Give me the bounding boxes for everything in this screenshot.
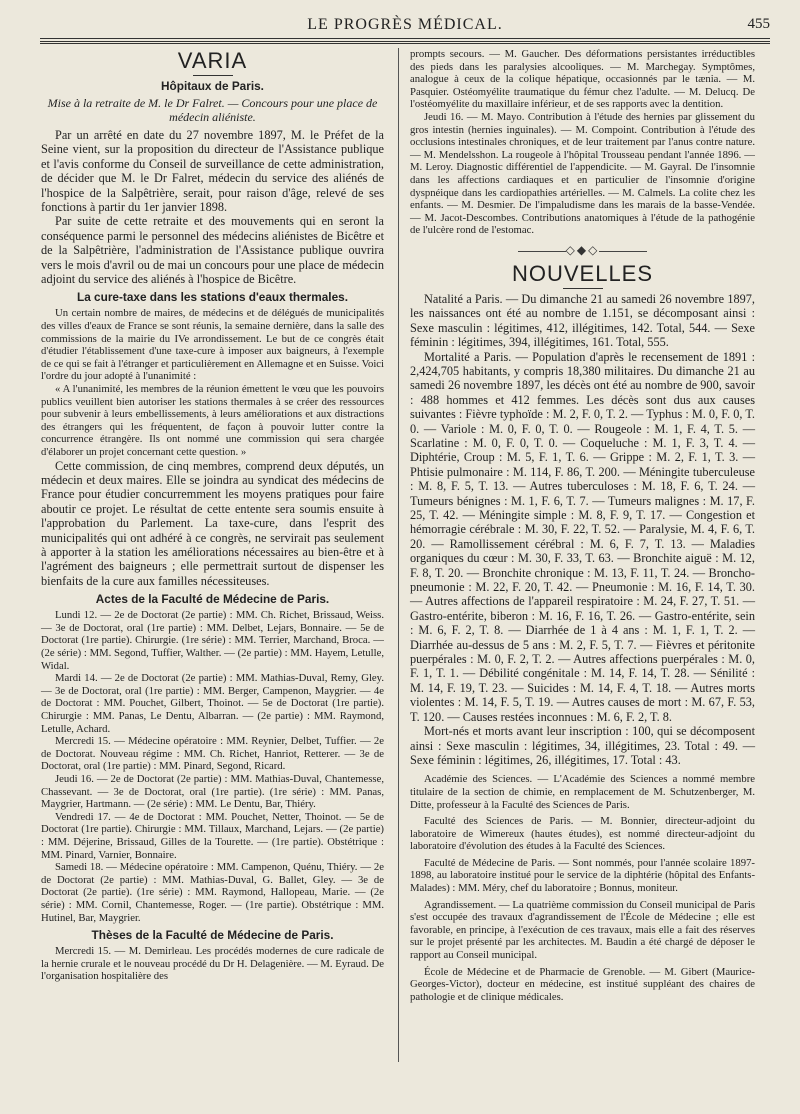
cure-taxe-heading: La cure-taxe dans les stations d'eaux thermales.: [77, 290, 348, 305]
page-number: 455: [747, 16, 770, 32]
grenoble-paragraph: École de Médecine et de Pharmacie de Grenoble. — M. Gibert (Maurice-Georges-Victor), docteur en médecine, est institué suppléant des chaires de pathologie et de clinique médicales.: [410, 965, 755, 1003]
journal-title: LE PROGRÈS MÉDICAL.: [307, 16, 503, 33]
header-double-rule: [40, 41, 770, 44]
agrandissement-paragraph: Agrandissement. — La quatrième commission du Conseil municipal de Paris s'est occupée des travaux d'agrandissement de l'École de Médecine ; elle est favorable, en principe, à l'exécution de ces travaux, mais elle a fait des réserves sur le projet présenté par les architectes. M. Baudin a été chargé de déposer le rapport au Conseil municipal.: [410, 898, 755, 962]
cure-taxe-paragraph: Cette commission, de cinq membres, comprend deux députés, un médecin et deux maires. Elle se joindra au syndicat des médecins de France pour étudier concurremment les moyens pratiques pour faire aboutir ce projet. Le résultat de cette entente sera soumis ensuite à l'approbation du Parlement. La taxe-cure, dans l'esprit des municipalités qui ont adhéré à ce congrès, ne servirait pas seulement à apporter à la station les améliorations nécessaires au bien-être et à l'agrément des baigneurs ; elle permettrait surtout de dispenser les bienfaits de la cure aux familles nécessiteuses.: [41, 458, 384, 588]
hopitaux-heading: Hôpitaux de Paris.: [161, 79, 264, 93]
faculte-sciences-paragraph: Faculté des Sciences de Paris. — M. Bonnier, directeur-adjoint du laboratoire de Wimereux (hautes études), est nommé directeur-adjoint du laboratoire d'évolution des études à la Faculté des Sciences.: [410, 815, 755, 853]
theses-continued: Jeudi 16. — M. Mayo. Contribution à l'étude des hernies par glissement du gros intestin (hernies inguinales). — M. Compoint. Contribution à l'étude des occlusions intestinales chroniques, et de leur traitement par l'anus contre nature. — M. Mendelsshon. La rougeole à l'hôpital Trousseau pendant l'année 1896. — M. Leroy. Diagnostic différentiel de l'appendicite. — M. Gayral. De l'insomnie dans les affections cardiaques et en particulier de l'insomnie d'origine dyspnéique dans les cardiopathies artérielles. — M. Calmels. La colite chez les enfants. — M. Desmier. De l'impaludisme dans les marais de la basse-Vendée. — M. Jacot-Descombes. Contributions anatomiques à l'étude de la pathogénie de l'ulcère rond de l'estomac.: [410, 110, 755, 237]
natalite-paragraph: Natalité a Paris. — Du dimanche 21 au samedi 26 novembre 1897, les naissances ont été au nombre de 1.151, se décomposant ainsi : Sexe masculin : légitimes, 412, illégitimes, 142. Total, 544. — Sexe féminin : légitimes, 394, illégitimes, 161. Total, 555.: [410, 291, 755, 350]
right-column: [410, 48, 755, 1003]
hopitaux-paragraph: Par un arrêté en date du 27 novembre 1897, M. le Préfet de la Seine vient, sur la proposition du directeur de l'Assistance publique et l'avis conforme du Conseil de surveillance de cette administration, de décider que M. le Dr Falret, médecin du service des aliénés de l'hospice de la Salpêtrière, serait, pour raison d'âge, relevé de ses fonctions à partir du 1er janvier 1898.: [41, 128, 384, 215]
cure-taxe-quote: « A l'unanimité, les membres de la réunion émettent le vœu que les pouvoirs publics veuillent bien autoriser les stations thermales à se créer des ressources pour subvenir à leurs embellissements, à leurs améliorations et aux distractions des étrangers qui les fréquentent, de façon à pouvoir lutter contre la concurrence étrangère. Ils ont nommé une commission qui sera chargée d'élaborer un projet concernant cette question. »: [41, 383, 384, 458]
column-divider: [398, 48, 399, 1062]
actes-heading: Actes de la Faculté de Médecine de Paris.: [95, 592, 330, 607]
title-rule: [563, 288, 603, 289]
theses-heading: Thèses de la Faculté de Médecine de Paris.: [91, 928, 334, 943]
title-rule: [193, 75, 233, 76]
actes-day: Jeudi 16. — 2e de Doctorat (2e partie) : MM. Mathias-Duval, Chantemesse, Chassevant. — 3e de Doctorat, oral (1re partie). (1re série) : MM. Panas, Maygrier, Hartmann. — (2e série) : MM. Le Dentu, Bar, Thiéry.: [41, 772, 384, 811]
mortalite-paragraph: Mortalité a Paris. — Population d'après le recensement de 1891 : 2,424,705 habitants, y compris 18,380 militaires. Du dimanche 21 au samedi 26 novembre 1897, les décès ont été au nombre de 900, savoir : 488 hommes et 412 femmes. Les décès sont dus aux causes suivantes : Fièvre typhoïde : M. 2, F. 0, T. 2. — Typhus : M. 0, F. 0, T. 0. — Variole : M. 0, F. 0, T. 0. — Rougeole : M. 1, F. 4, T. 5. — Scarlatine : M. 0, F. 0, T. 0. — Coqueluche : M. 1, F. 3, T. 4. — Diphtérie, Croup : M. 5, F. 1, T. 6. — Grippe : M. 2, F. 1, T. 3. — Phtisie pulmonaire : M. 114, F. 86, T. 200. — Méningite tuberculeuse : M. 8, F. 5, T. 13. — Autres tuberculoses : M. 18, F. 6, T. 24. — Tumeurs bénignes : M. 1, F. 6, T. 7. — Tumeurs malignes : M. 17, F. 25, T. 42. — Méningite simple : M. 8, F. 9, T. 17. — Congestion et hémorragie cérébrale : M. 30, F. 22, T. 52. — Paralysie, M. 4, F. 6, T. 20. — Ramollissement cérébral : M. 6, F. 7, T. 13. — Maladies organiques du cœur : M. 30, F. 33, T. 63. — Bronchite aiguë : M. 12, F. 8, T. 20. — Bronchite chronique : M. 13, F. 11, T. 24. — Broncho-pneumonie : M. 22, F. 20, T. 42. — Pneumonie : M. 16, F. 14, T. 30. — Autres affections de l'appareil respiratoire : M. 24, F. 27, T. 51. — Gastro-entérite, biberon : M. 16, F. 16, T. 26. — Gastro-entérite, sein : M. 6, F. 2, T. 8. — Diarrhée de 1 à 4 ans : M. 1, F. 1, T. 2. — Diarrhée au-dessus de 5 ans : M. 2, F. 5, T. 7. — Fièvres et péritonite puerpérales : M. 0, F. 2, T. 2. — Autres affections puerpérales : M. 0, F. 1, T. 1. — Débilité congénitale : M. 14, F. 14, T. 28. — Sénilité : M. 14, F. 19, T. 23. — Suicides : M. 14, F. 4, T. 18. — Autres morts violentes : M. 14, F. 5, T. 19. — Autres causes de mort : M. 67, F. 53, T. 120. — Causes restées inconnues : M. 6, F. 2, T. 8.: [410, 349, 755, 724]
actes-day: Mercredi 15. — Médecine opératoire : MM. Reynier, Delbet, Tuffier. — 2e de Doctorat. Nouveau régime : MM. Ch. Richet, Hanriot, Retterer. — 3e de Doctorat, oral (1re partie) : MM. Pinard, Segond, Ricard.: [41, 735, 384, 773]
varia-title: VARIA: [177, 48, 248, 73]
actes-day: Lundi 12. — 2e de Doctorat (2e partie) : MM. Ch. Richet, Brissaud, Weiss. — 3e de Doctorat, oral (1re partie) : MM. Delbet, Lejars, Bonnaire. — 5e de Doctorat (1re partie). Chirurgie. (1re série) : MM. Terrier, Marchand, Broca. — (2e série) : MM. Segond, Tuffier, Walther. — (2e partie) : MM. Hayem, Letulle, Widal.: [41, 609, 384, 672]
hopitaux-paragraph: Par suite de cette retraite et des mouvements qui en seront la conséquence parmi le personnel des médecins aliénistes de Bicêtre et de la Salpêtrière, l'administration de l'Assistance publique ouvrira vers le mois d'avril ou de mai un concours pour une place de médecin adjoint du service des aliénés à l'hospice de Bicêtre.: [41, 214, 384, 287]
nouvelles-title: NOUVELLES: [511, 260, 654, 286]
actes-day: Mardi 14. — 2e de Doctorat (2e partie) : MM. Mathias-Duval, Remy, Gley. — 3e de Doctorat, oral (1re partie) : MM. Berger, Campenon, Maygrier. — 4e de Doctorat : MM. Pouchet, Gilbert, Thoinot. — 5e de Doctorat (1re partie). Chirurgie : MM. Panas, Le Dentu, Albarran. — (2e partie) : MM. Raymond, Letulle, Achard.: [41, 672, 384, 735]
theses-continued: prompts secours. — M. Gaucher. Des déformations persistantes irréductibles des pieds dans les paralysies alcooliques. — M. Marchegay. Symptômes, analogue à ceux de la colique hépatique, occasionnés par le tænia. — M. Pasquier. Ostéomyélite traumatique du fémur chez l'adulte. — M. Delucq. De l'ostéomyélite du maxillaire inférieur, et de ses rapports avec la dentition.: [410, 48, 755, 111]
left-column: [41, 48, 384, 983]
running-head: [40, 16, 770, 39]
mort-nes-paragraph: Mort-nés et morts avant leur inscription : 100, qui se décomposent ainsi : Sexe masculin : légitimes, 34, illégitimes, 23. Total : 49. — Sexe féminin : légitimes, 26, illégitimes, 17. Total : 43.: [410, 724, 755, 767]
cure-taxe-paragraph: Un certain nombre de maires, de médecins et de délégués de municipalités des villes d'eaux de France se sont réunis, la semaine dernière, dans la salle des commissions de la mairie du IVe arrondissement. Le but de ce congrès était d'étudier l'établissement d'une taxe-cure à imposer aux baigneurs, à l'exemple de ce qui se fait à l'étranger et particulièrement en Allemagne et en Suisse. Voici l'ordre du jour adopté à l'unanimité :: [41, 307, 384, 383]
actes-day: Vendredi 17. — 4e de Doctorat : MM. Pouchet, Netter, Thoinot. — 5e de Doctorat (1re partie). Chirurgie : MM. Tillaux, Marchand, Lejars. — (2e partie) : MM. Déjerine, Brissaud, Gilles de la Tourette. — (1re partie). Obstétrique : MM. Pinard, Varnier, Bonnaire.: [41, 810, 384, 861]
faculte-medecine-paragraph: Faculté de Médecine de Paris. — Sont nommés, pour l'année scolaire 1897-1898, au laboratoire institué pour le service de la diphtérie (hôpital des Enfants-Malades) : MM. Méry, chef du laboratoire ; Bonnus, moniteur.: [410, 856, 755, 895]
hopitaux-lead: Mise à la retraite de M. le Dr Falret. — Concours pour une place de médecin aliéniste.: [47, 96, 378, 124]
actes-day: Samedi 18. — Médecine opératoire : MM. Campenon, Quénu, Thiéry. — 2e de Doctorat (2e partie) : MM. Mathias-Duval, G. Ballet, Gley. — 3e de Doctorat (2e partie). (1re série) : MM. Raymond, Hallopeau, Marie. — (2e série) : MM. Cornil, Chantemesse, Roger. — (1re partie). Obstétrique : MM. Hutinel, Bar, Maygrier.: [41, 861, 384, 924]
theses-paragraph: Mercredi 15. — M. Demirleau. Les procédés modernes de cure radicale de la hernie crurale et le nouveau procédé du Dr H. Delagenière. — M. Eyraud. De l'organisation hospitalière des: [41, 945, 384, 983]
section-ornament: ◇◆◇: [410, 243, 755, 257]
academie-paragraph: Académie des Sciences. — L'Académie des Sciences a nommé membre titulaire de la section de chimie, en remplacement de M. Schutzenberger, M. Ditte, professeur à la Faculté des Sciences de Paris.: [410, 773, 755, 811]
